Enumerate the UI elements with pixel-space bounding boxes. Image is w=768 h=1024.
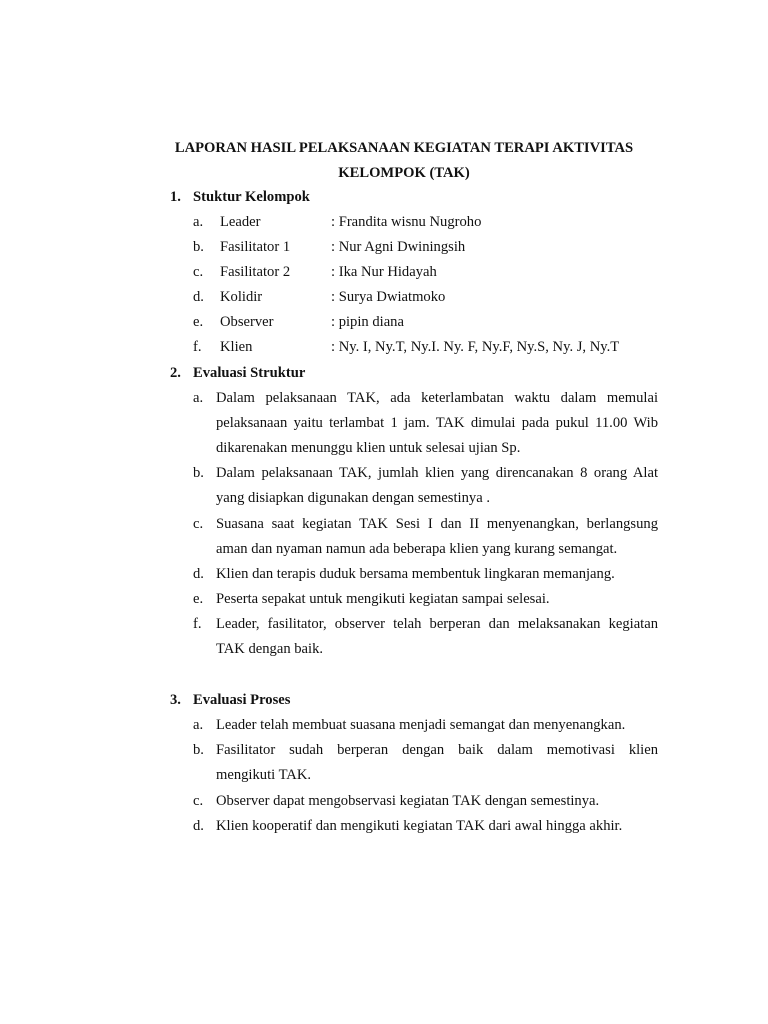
section-number: 3.: [170, 692, 181, 708]
list-item-text: mengikuti TAK.: [216, 767, 312, 783]
role-label: Kolidir: [220, 289, 263, 305]
role-value: : Frandita wisnu Nugroho: [331, 214, 482, 230]
role-value: : Nur Agni Dwiningsih: [331, 239, 466, 255]
list-item-text: yang disiapkan digunakan dengan semestinya .: [216, 490, 490, 506]
list-letter: c.: [193, 516, 204, 532]
section-heading: Evaluasi Struktur: [193, 365, 306, 381]
list-letter: d.: [193, 818, 204, 834]
list-item-text: Dalam pelaksanaan TAK, ada keterlambatan waktu dalam memulai: [216, 390, 658, 406]
list-item-text: Dalam pelaksanaan TAK, jumlah klien yang direncanakan 8 orang Alat: [216, 465, 658, 481]
list-item-text: Fasilitator sudah berperan dengan baik dalam memotivasi klien: [216, 742, 658, 758]
list-item-text: aman dan nyaman namun ada beberapa klien yang kurang semangat.: [216, 541, 618, 557]
role-value: : Ika Nur Hidayah: [331, 264, 437, 280]
list-item-text: TAK dengan baik.: [216, 641, 324, 657]
role-label: Klien: [220, 339, 253, 355]
role-value: : Ny. I, Ny.T, Ny.I. Ny. F, Ny.F, Ny.S, Ny. J, Ny.T: [331, 339, 620, 355]
list-item-text: Suasana saat kegiatan TAK Sesi I dan II menyenangkan, berlangsung: [216, 516, 658, 532]
list-letter: b.: [193, 742, 204, 758]
list-letter: f.: [193, 339, 202, 355]
list-letter: a.: [193, 390, 204, 406]
role-value: : pipin diana: [331, 314, 404, 330]
list-letter: f.: [193, 616, 202, 632]
role-label: Leader: [220, 214, 261, 230]
list-letter: c.: [193, 793, 204, 809]
list-letter: d.: [193, 566, 204, 582]
section-heading: Stuktur Kelompok: [193, 189, 310, 205]
report-title-line-1: LAPORAN HASIL PELAKSANAAN KEGIATAN TERAPI AKTIVITAS: [174, 140, 634, 156]
list-item-text: Klien kooperatif dan mengikuti kegiatan TAK dari awal hingga akhir.: [216, 818, 623, 834]
list-letter: b.: [193, 465, 204, 481]
list-item-text: Leader, fasilitator, observer telah berperan dan melaksanakan kegiatan: [216, 616, 658, 632]
role-label: Observer: [220, 314, 274, 330]
list-letter: e.: [193, 314, 204, 330]
list-letter: e.: [193, 591, 204, 607]
role-label: Fasilitator 2: [220, 264, 291, 280]
role-label: Fasilitator 1: [220, 239, 291, 255]
list-item-text: Klien dan terapis duduk bersama membentuk lingkaran memanjang.: [216, 566, 615, 582]
list-letter: a.: [193, 214, 204, 230]
list-letter: d.: [193, 289, 204, 305]
role-value: : Surya Dwiatmoko: [331, 289, 446, 305]
list-item-text: Leader telah membuat suasana menjadi semangat dan menyenangkan.: [216, 717, 626, 733]
list-letter: c.: [193, 264, 204, 280]
section-number: 2.: [170, 365, 181, 381]
report-title-line-2: KELOMPOK (TAK): [338, 165, 470, 181]
list-item-text: Observer dapat mengobservasi kegiatan TAK dengan semestinya.: [216, 793, 600, 809]
list-item-text: pelaksanaan yaitu terlambat 1 jam. TAK dimulai pada pukul 11.00 Wib: [216, 415, 658, 431]
list-letter: a.: [193, 717, 204, 733]
list-item-text: dikarenakan menunggu klien untuk selesai ujian Sp.: [216, 440, 521, 456]
list-letter: b.: [193, 239, 204, 255]
section-heading: Evaluasi Proses: [193, 692, 291, 708]
list-item-text: Peserta sepakat untuk mengikuti kegiatan sampai selesai.: [216, 591, 550, 607]
section-number: 1.: [170, 189, 181, 205]
